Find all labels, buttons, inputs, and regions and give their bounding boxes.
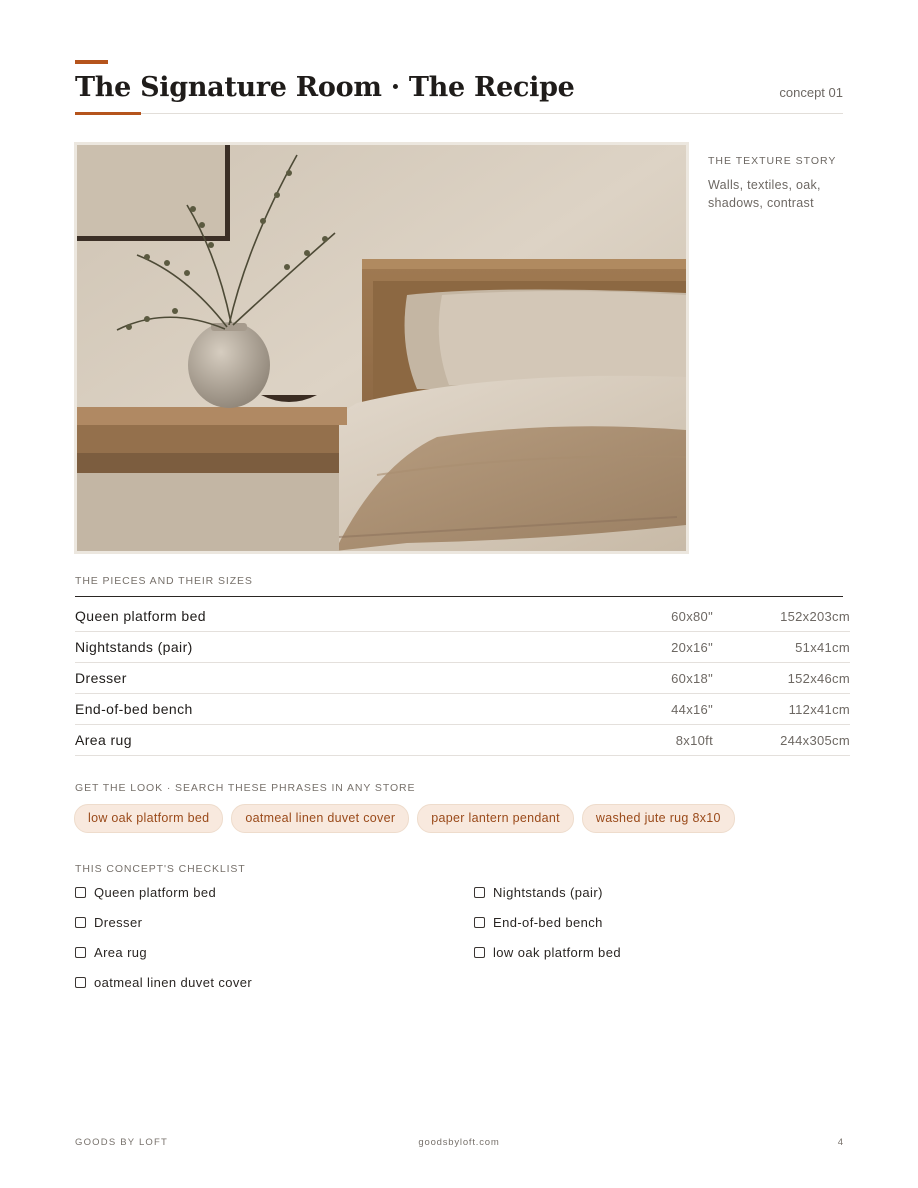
checklist-item[interactable] [474,945,621,960]
checkbox[interactable] [75,947,86,958]
header-divider [75,113,843,114]
checklist-item-label: oatmeal linen duvet cover [94,975,253,990]
concept-tag: concept 01 [779,85,843,100]
checklist-item-label: End-of-bed bench [493,915,603,930]
piece-size-metric: 244x305cm [780,733,850,748]
checkbox[interactable] [75,917,86,928]
piece-size-imperial: 60x18" [671,671,713,686]
checklist-label: THIS CONCEPT'S CHECKLIST [75,863,246,875]
checklist-item-label: Queen platform bed [94,885,217,900]
texture-story-description: Walls, textiles, oak, shadows, contrast [708,178,821,210]
piece-size-metric: 112x41cm [788,702,850,717]
piece-size-metric: 51x41cm [795,640,850,655]
table-row [75,632,850,663]
checklist-item[interactable] [75,885,216,900]
piece-size-imperial: 20x16" [671,640,713,655]
table-row [75,601,850,632]
search-phrase-chip[interactable]: oatmeal linen duvet cover [231,804,409,833]
search-phrase-chip[interactable]: washed jute rug 8x10 [582,804,735,833]
checkbox[interactable] [474,947,485,958]
accent-bar [75,60,108,64]
table-row [75,663,850,694]
piece-name: End-of-bed bench [75,701,193,717]
piece-name: Nightstands (pair) [75,639,193,655]
checklist-item[interactable] [75,915,142,930]
get-the-look-label: GET THE LOOK · SEARCH THESE PHRASES IN ANY STORE [75,782,416,794]
piece-size-metric: 152x46cm [787,671,850,686]
checkbox[interactable] [75,977,86,988]
piece-size-metric: 152x203cm [780,609,850,624]
table-row [75,694,850,725]
piece-size-imperial: 44x16" [671,702,713,717]
checklist-item[interactable] [474,885,603,900]
search-phrase-chip[interactable]: paper lantern pendant [417,804,574,833]
piece-name: Queen platform bed [75,608,206,624]
page-title: The Signature Room · The Recipe [75,72,575,103]
checklist-item-label: Dresser [94,915,143,930]
checklist-item-label: Area rug [94,945,148,960]
checkbox[interactable] [75,887,86,898]
checkbox[interactable] [474,917,485,928]
piece-name: Dresser [75,670,127,686]
table-row [75,725,850,756]
checklist-item[interactable] [75,945,147,960]
footer-url[interactable]: goodsbyloft.com [418,1137,500,1148]
checklist-item-label: Nightstands (pair) [493,885,603,900]
checklist-item[interactable] [474,915,603,930]
checklist-item-label: low oak platform bed [493,945,621,960]
piece-size-imperial: 60x80" [671,609,713,624]
pieces-divider [75,596,843,597]
search-phrase-list [74,804,735,833]
checklist-item[interactable] [75,975,252,990]
page-number: 4 [837,1137,843,1148]
pieces-section-label: THE PIECES AND THEIR SIZES [75,575,253,587]
search-phrase-chip[interactable]: low oak platform bed [74,804,223,833]
title-underline [75,112,141,115]
piece-name: Area rug [75,732,132,748]
bedroom-photo [74,142,689,554]
footer-brand: GOODS BY LOFT [75,1137,169,1148]
piece-size-imperial: 8x10ft [675,733,713,748]
pieces-table [75,601,850,756]
texture-story-label: THE TEXTURE STORY [708,155,837,167]
checkbox[interactable] [474,887,485,898]
